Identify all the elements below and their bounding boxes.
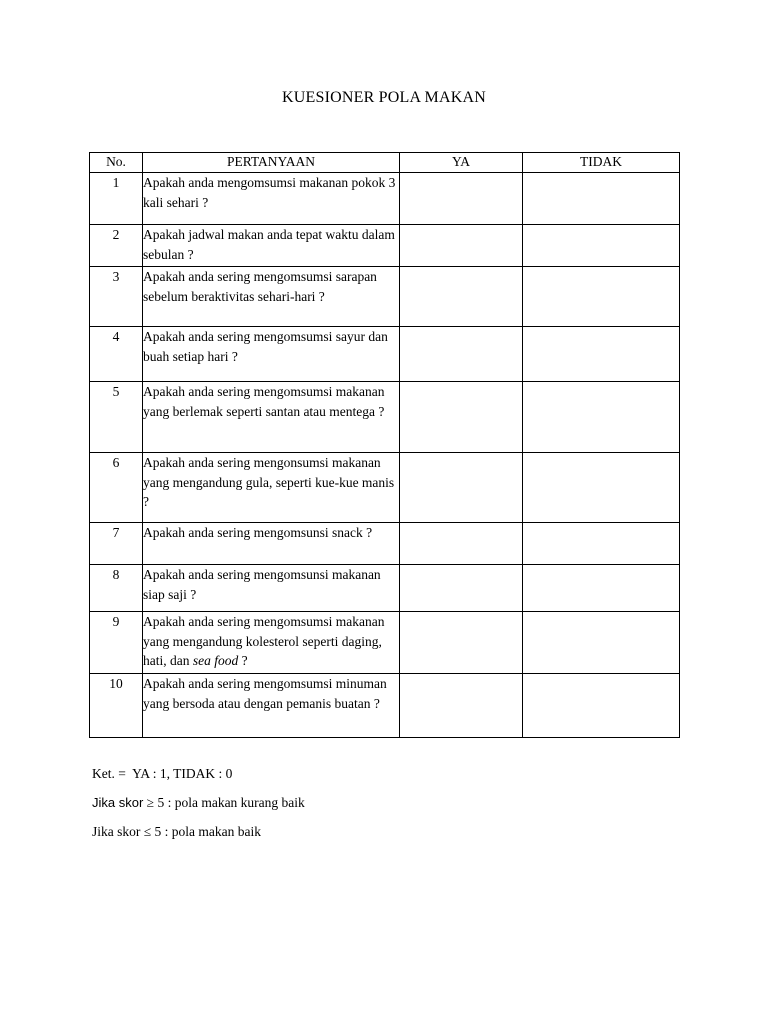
question-text bbox=[143, 612, 400, 674]
answer-yes-cell[interactable] bbox=[400, 225, 523, 267]
answer-no-cell[interactable] bbox=[523, 612, 680, 674]
scoring-key-label: Ket. = bbox=[92, 766, 126, 781]
question-text: Apakah anda sering mengomsunsi snack ? bbox=[143, 523, 400, 565]
rule-less-good bbox=[92, 794, 305, 812]
answer-yes-cell[interactable] bbox=[400, 173, 523, 225]
answer-no-cell[interactable] bbox=[523, 565, 680, 612]
answer-no-cell[interactable] bbox=[523, 327, 680, 382]
question-text-main: Apakah anda sering mengomsumsi makanan yang mengandung kolesterol seperti daging, hati, dan bbox=[143, 614, 385, 668]
table-row bbox=[90, 267, 680, 327]
rule-text: ≥ 5 : pola makan kurang baik bbox=[143, 795, 305, 810]
answer-yes-cell[interactable] bbox=[400, 523, 523, 565]
table-row bbox=[90, 565, 680, 612]
header-no: No. bbox=[90, 153, 143, 173]
row-number: 5 bbox=[90, 382, 143, 453]
question-text-end: ? bbox=[238, 653, 248, 668]
scoring-key-value: YA : 1, TIDAK : 0 bbox=[132, 766, 233, 781]
questionnaire-table bbox=[89, 152, 680, 738]
rule-good: Jika skor ≤ 5 : pola makan baik bbox=[92, 824, 262, 839]
answer-no-cell[interactable] bbox=[523, 453, 680, 523]
row-number: 4 bbox=[90, 327, 143, 382]
answer-yes-cell[interactable] bbox=[400, 674, 523, 738]
question-text: Apakah anda sering mengonsumsi makanan yang mengandung gula, seperti kue-kue manis ? bbox=[143, 453, 400, 523]
question-text: Apakah anda sering mengomsumsi sayur dan buah setiap hari ? bbox=[143, 327, 400, 382]
table-row bbox=[90, 674, 680, 738]
table-row bbox=[90, 225, 680, 267]
question-text-italic: sea food bbox=[192, 653, 239, 668]
question-text: Apakah anda mengomsumsi makanan pokok 3 kali sehari ? bbox=[143, 173, 400, 225]
answer-no-cell[interactable] bbox=[523, 382, 680, 453]
question-text: Apakah anda sering mengomsumsi makanan yang berlemak seperti santan atau mentega ? bbox=[143, 382, 400, 453]
answer-no-cell[interactable] bbox=[523, 674, 680, 738]
page-title: KUESIONER POLA MAKAN bbox=[281, 89, 486, 106]
answer-yes-cell[interactable] bbox=[400, 267, 523, 327]
question-text: Apakah anda sering mengomsumsi sarapan sebelum beraktivitas sehari-hari ? bbox=[143, 267, 400, 327]
table-row bbox=[90, 523, 680, 565]
answer-no-cell[interactable] bbox=[523, 267, 680, 327]
answer-yes-cell[interactable] bbox=[400, 453, 523, 523]
answer-no-cell[interactable] bbox=[523, 523, 680, 565]
table-row bbox=[90, 612, 680, 674]
answer-yes-cell[interactable] bbox=[400, 382, 523, 453]
table-header-row bbox=[90, 153, 680, 173]
row-number: 3 bbox=[90, 267, 143, 327]
answer-yes-cell[interactable] bbox=[400, 612, 523, 674]
table-row bbox=[90, 327, 680, 382]
header-no-answer: TIDAK bbox=[523, 153, 680, 173]
row-number: 2 bbox=[90, 225, 143, 267]
question-text: Apakah jadwal makan anda tepat waktu dalam sebulan ? bbox=[143, 225, 400, 267]
question-text: Apakah anda sering mengomsumsi minuman yang bersoda atau dengan pemanis buatan ? bbox=[143, 674, 400, 738]
table-row bbox=[90, 382, 680, 453]
answer-yes-cell[interactable] bbox=[400, 327, 523, 382]
header-yes: YA bbox=[400, 153, 523, 173]
answer-yes-cell[interactable] bbox=[400, 565, 523, 612]
row-number: 1 bbox=[90, 173, 143, 225]
row-number: 7 bbox=[90, 523, 143, 565]
header-question: PERTANYAAN bbox=[143, 153, 400, 173]
rule-prefix: Jika skor bbox=[92, 795, 144, 810]
row-number: 8 bbox=[90, 565, 143, 612]
answer-no-cell[interactable] bbox=[523, 225, 680, 267]
question-text: Apakah anda sering mengomsunsi makanan siap saji ? bbox=[143, 565, 400, 612]
table-row bbox=[90, 453, 680, 523]
scoring-key bbox=[92, 765, 232, 783]
row-number: 9 bbox=[90, 612, 143, 674]
table-row bbox=[90, 173, 680, 225]
answer-no-cell[interactable] bbox=[523, 173, 680, 225]
row-number: 10 bbox=[90, 674, 143, 738]
row-number: 6 bbox=[90, 453, 143, 523]
